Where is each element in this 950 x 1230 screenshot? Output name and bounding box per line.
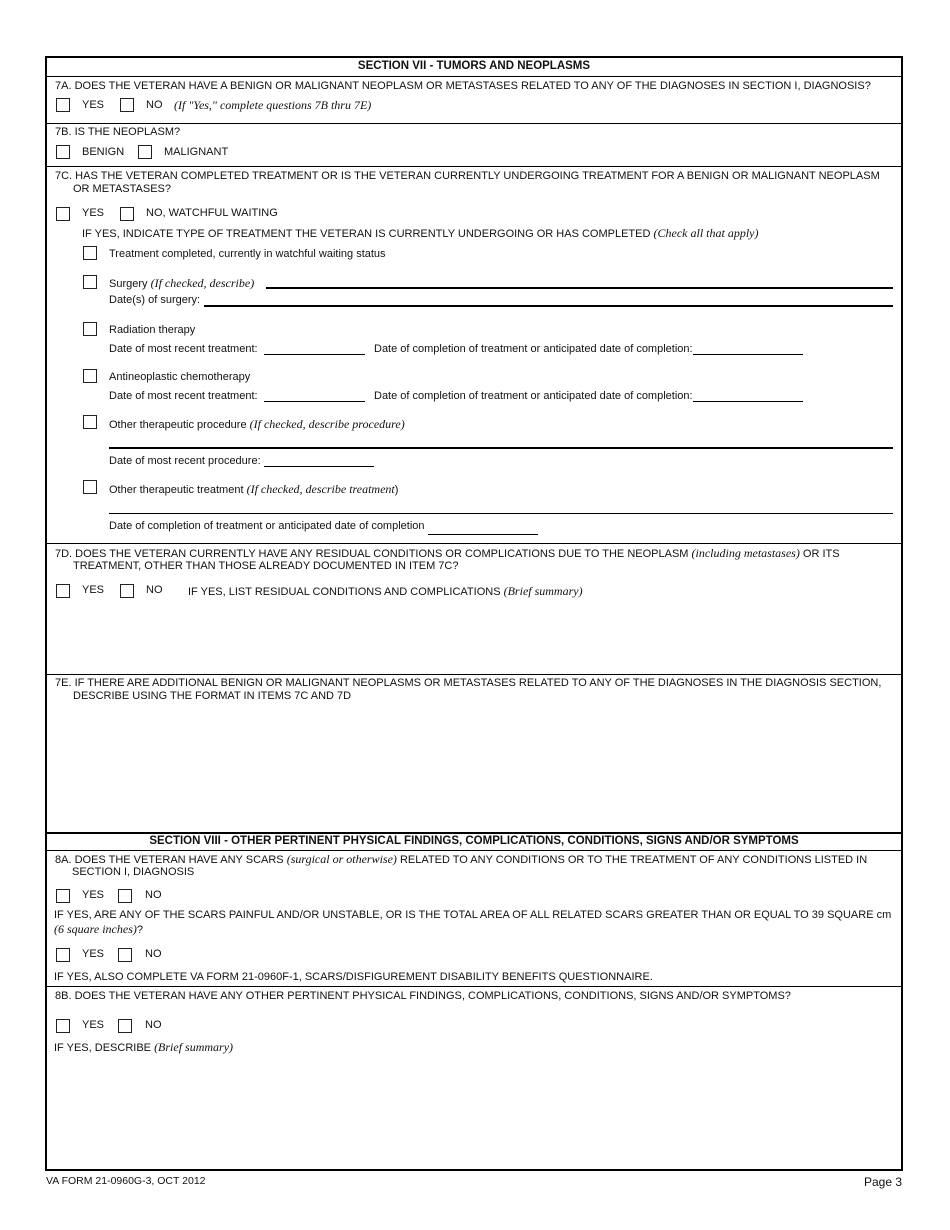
divider (46, 123, 902, 124)
other-proc-date-field[interactable] (264, 466, 374, 467)
surgery-dates-label: Date(s) of surgery: (109, 294, 201, 306)
other-treat-date-field[interactable] (428, 534, 538, 535)
divider (46, 76, 902, 77)
q7b-benign-label: BENIGN (82, 146, 125, 158)
q7c-ifyes-note: (Check all that apply) (653, 226, 759, 240)
q8b-yes-checkbox[interactable] (56, 1019, 70, 1033)
radiation-date-recent-field[interactable] (264, 354, 365, 355)
chemo-date-completion-field[interactable] (693, 401, 803, 402)
other-treat-date-label: Date of completion of treatment or anticipated date of completion (109, 520, 425, 532)
q8b-describe-text: IF YES, DESCRIBE (54, 1042, 151, 1054)
divider (46, 543, 902, 544)
q7c-yes-checkbox[interactable] (56, 207, 70, 221)
chemo-date-recent-label: Date of most recent treatment: (109, 390, 258, 402)
divider (46, 850, 902, 851)
q8a-no-checkbox[interactable] (118, 889, 132, 903)
section-8-title: SECTION VIII - OTHER PERTINENT PHYSICAL FINDINGS, COMPLICATIONS, CONDITIONS, SIGNS AND/OR SYMPTOMS (149, 835, 799, 847)
q8b-response-area[interactable] (55, 1058, 895, 1164)
opt-other-treat-label (109, 482, 398, 497)
q7d-line2: TREATMENT, OTHER THAN THOSE ALREADY DOCUMENTED IN ITEM 7C? (73, 560, 459, 572)
opt-radiation-checkbox[interactable] (83, 322, 97, 336)
q8a-line2: SECTION I, DIAGNOSIS (72, 866, 195, 878)
q8a-also: IF YES, ALSO COMPLETE VA FORM 21-0960F-1, SCARS/DISFIGUREMENT DISABILITY BENEFITS QUESTIONNAIRE. (54, 971, 653, 983)
divider (46, 166, 902, 167)
other-proc-date-label: Date of most recent procedure: (109, 455, 261, 467)
q8a-line1-a: 8A. DOES THE VETERAN HAVE ANY SCARS (55, 854, 284, 866)
opt-surgery-note: (If checked, describe) (150, 276, 255, 290)
opt-surgery-checkbox[interactable] (83, 275, 97, 289)
q7d-no-label: NO (146, 584, 163, 596)
divider (46, 674, 902, 675)
q7a-question: 7A. DOES THE VETERAN HAVE A BENIGN OR MALIGNANT NEOPLASM OR METASTASES RELATED TO ANY OF THE DIAGNOSES IN SECTION I, DIAGNOSIS? (55, 80, 871, 92)
other-proc-describe-field[interactable] (109, 447, 893, 449)
q7b-question: 7B. IS THE NEOPLASM? (55, 126, 181, 138)
opt-other-treat-text: Other therapeutic treatment (109, 484, 244, 496)
q7d-line1-a: 7D. DOES THE VETERAN CURRENTLY HAVE ANY RESIDUAL CONDITIONS OR COMPLICATIONS DUE TO THE NEOPLASM (55, 548, 689, 560)
q8b-question: 8B. DOES THE VETERAN HAVE ANY OTHER PERTINENT PHYSICAL FINDINGS, COMPLICATIONS, CONDITIONS, SIGNS AND/OR SYMPTOMS? (55, 990, 791, 1002)
q7c-no-checkbox[interactable] (120, 207, 134, 221)
q8a-followup-no-checkbox[interactable] (118, 948, 132, 962)
radiation-date-completion-field[interactable] (693, 354, 803, 355)
chemo-date-completion-label: Date of completion of treatment or anticipated date of completion: (374, 390, 693, 402)
opt-radiation-label: Radiation therapy (109, 324, 196, 336)
q8a-followup-yes-checkbox[interactable] (56, 948, 70, 962)
q7a-note: (If "Yes," complete questions 7B thru 7E) (174, 98, 372, 112)
q8b-describe (54, 1040, 233, 1055)
divider (46, 832, 902, 834)
q7b-malignant-checkbox[interactable] (138, 145, 152, 159)
q7c-question-line2: OR METASTASES? (73, 183, 172, 195)
q7d-line1-note: (including metastases) (691, 546, 800, 560)
q8a-line1 (55, 852, 867, 867)
q8b-no-label: NO (145, 1019, 162, 1031)
q7d-no-checkbox[interactable] (120, 584, 134, 598)
opt-other-proc-label (109, 417, 405, 432)
q7b-malignant-label: MALIGNANT (164, 146, 229, 158)
q8b-yes-label: YES (82, 1019, 105, 1031)
q7e-line1: 7E. IF THERE ARE ADDITIONAL BENIGN OR MALIGNANT NEOPLASMS OR METASTASES RELATED TO ANY OF THE DIAGNOSES IN THE DIAGNOSIS SECTION, (55, 677, 882, 689)
opt-surgery-text: Surgery (109, 278, 148, 290)
opt-other-treat-note: (If checked, describe treatment (246, 482, 395, 496)
q8a-yes-checkbox[interactable] (56, 889, 70, 903)
opt-other-proc-text: Other therapeutic procedure (109, 419, 247, 431)
q8b-no-checkbox[interactable] (118, 1019, 132, 1033)
q8a-followup-no-label: NO (145, 948, 162, 960)
q7d-response-area[interactable] (55, 604, 895, 670)
q8a-followup-yes-label: YES (82, 948, 105, 960)
q8a-followup-line1: IF YES, ARE ANY OF THE SCARS PAINFUL AND/OR UNSTABLE, OR IS THE TOTAL AREA OF ALL RELATED SCARS GREATER THAN OR EQUAL TO 39 SQUARE cm (54, 909, 892, 921)
q7d-ifyes-note: (Brief summary) (503, 584, 583, 598)
q7b-benign-checkbox[interactable] (56, 145, 70, 159)
opt-watchful-checkbox[interactable] (83, 246, 97, 260)
opt-other-proc-checkbox[interactable] (83, 415, 97, 429)
q8a-followup-line2 (54, 922, 143, 937)
opt-other-proc-note: (If checked, describe procedure) (249, 417, 405, 431)
q8a-no-label: NO (145, 889, 162, 901)
q7c-no-label: NO, WATCHFUL WAITING (146, 207, 278, 219)
opt-watchful-label: Treatment completed, currently in watchful waiting status (109, 248, 386, 260)
q7c-question-line1: 7C. HAS THE VETERAN COMPLETED TREATMENT OR IS THE VETERAN CURRENTLY UNDERGOING TREATMENT FOR A BENIGN OR MALIGNANT NEOPLASM (55, 170, 880, 182)
opt-surgery-label (109, 276, 254, 291)
q7d-ifyes-text: IF YES, LIST RESIDUAL CONDITIONS AND COMPLICATIONS (188, 586, 501, 598)
q7d-line1 (55, 546, 840, 561)
q7d-line1-b: OR ITS (802, 548, 840, 560)
q8b-describe-note: (Brief summary) (154, 1040, 234, 1054)
page-number: Page 3 (864, 1175, 903, 1189)
q8a-yes-label: YES (82, 889, 105, 901)
q7c-ifyes-text: IF YES, INDICATE TYPE OF TREATMENT THE VETERAN IS CURRENTLY UNDERGOING OR HAS COMPLETED (82, 228, 651, 240)
opt-other-treat-close: ) (394, 484, 399, 496)
q7a-yes-label: YES (82, 99, 105, 111)
divider (46, 986, 902, 987)
q7c-yes-label: YES (82, 207, 105, 219)
section-7-title: SECTION VII - TUMORS AND NEOPLASMS (357, 60, 591, 72)
q8a-line1-note: (surgical or otherwise) (286, 852, 397, 866)
q8a-line1-b: RELATED TO ANY CONDITIONS OR TO THE TREATMENT OF ANY CONDITIONS LISTED IN (399, 854, 868, 866)
other-treat-describe-field[interactable] (109, 513, 893, 514)
q7c-ifyes (82, 226, 758, 241)
opt-other-treat-checkbox[interactable] (83, 480, 97, 494)
q7a-no-label: NO (146, 99, 163, 111)
q7a-no-checkbox[interactable] (120, 98, 134, 112)
chemo-date-recent-field[interactable] (264, 401, 365, 402)
q7d-yes-checkbox[interactable] (56, 584, 70, 598)
surgery-dates-field[interactable] (204, 305, 893, 307)
surgery-describe-field[interactable] (266, 287, 893, 289)
radiation-date-recent-label: Date of most recent treatment: (109, 343, 258, 355)
q7a-yes-checkbox[interactable] (56, 98, 70, 112)
q8a-followup-q: ? (136, 924, 143, 936)
q7e-response-area[interactable] (55, 706, 895, 828)
opt-chemo-label: Antineoplastic chemotherapy (109, 371, 251, 383)
q7d-yes-label: YES (82, 584, 105, 596)
radiation-date-completion-label: Date of completion of treatment or anticipated date of completion: (374, 343, 693, 355)
q7d-ifyes (188, 584, 583, 599)
opt-chemo-checkbox[interactable] (83, 369, 97, 383)
q8a-followup-note: (6 square inches) (54, 922, 137, 936)
form-id: VA FORM 21-0960G-3, OCT 2012 (46, 1175, 206, 1187)
q7e-line2: DESCRIBE USING THE FORMAT IN ITEMS 7C AND 7D (73, 690, 352, 702)
